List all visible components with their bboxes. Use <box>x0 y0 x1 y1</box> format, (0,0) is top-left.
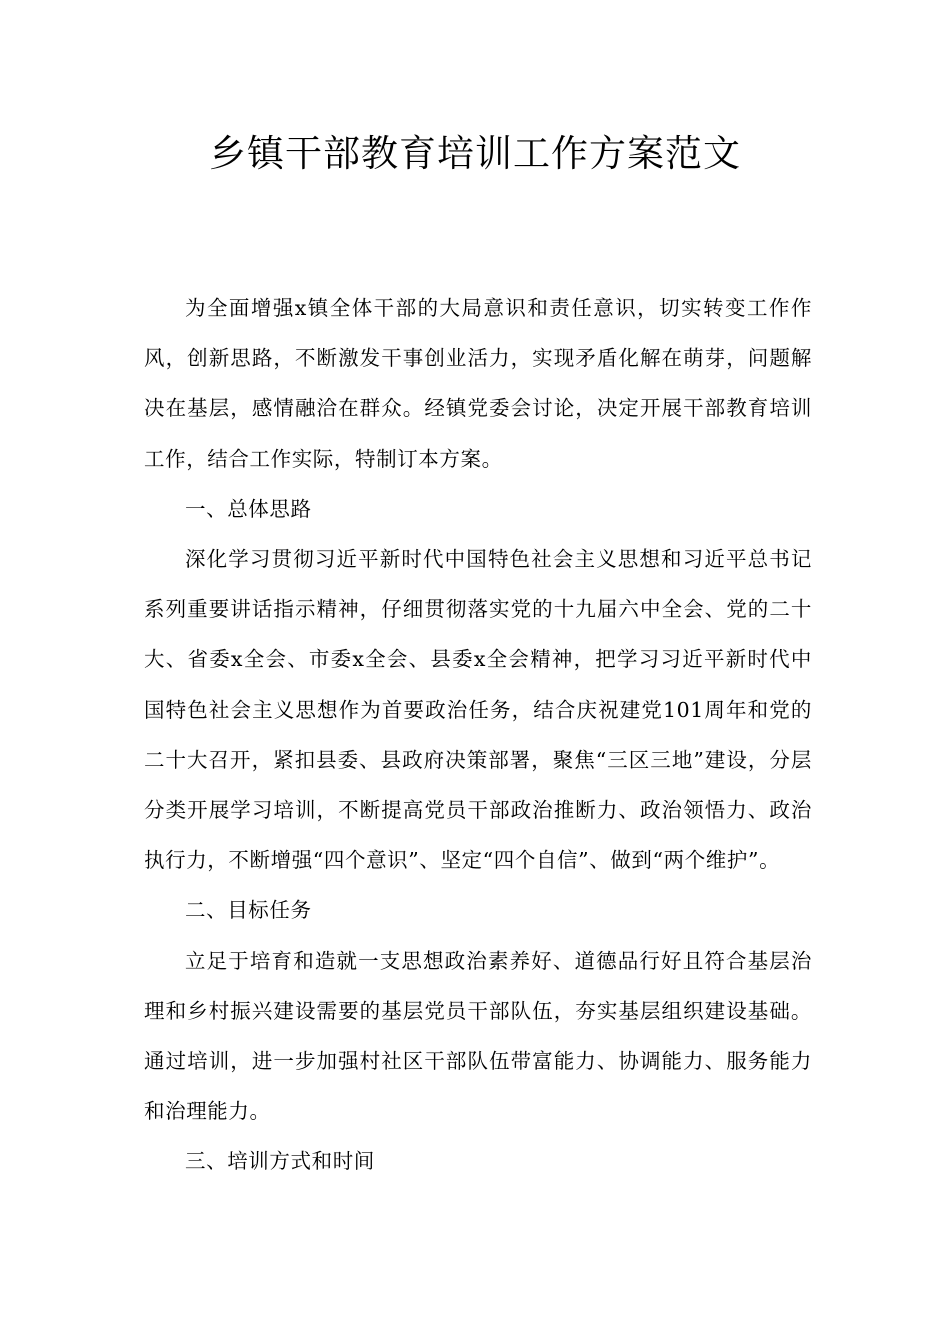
goals-paragraph: 立足于培育和造就一支思想政治素养好、道德品行好且符合基层治理和乡村振兴建设需要的基层党员干部队伍，夯实基层组织建设基础。通过培训，进一步加强村社区干部队伍带富能力、协调能力、服务能力和治理能力。 <box>144 948 812 1124</box>
intro-paragraph: 为全面增强x镇全体干部的大局意识和责任意识，切实转变工作作风，创新思路，不断激发干事创业活力，实现矛盾化解在萌芽，问题解决在基层，感情融洽在群众。经镇党委会讨论，决定开展干部教育培训工作，结合工作实际，特制订本方案。 <box>144 296 812 471</box>
section-heading-goals: 二、目标任务 <box>185 898 312 923</box>
document-body <box>144 283 812 1187</box>
overall-idea-paragraph: 深化学习贯彻习近平新时代中国特色社会主义思想和习近平总书记系列重要讲话指示精神，仔细贯彻落实党的十九届六中全会、党的二十大、省委x全会、市委x全会、县委x全会精神，把学习习近平新时代中国特色社会主义思想作为首要政治任务，结合庆祝建党101周年和党的二十大召开，紧扣县委、县政府决策部署，聚焦“三区三地”建设，分层分类开展学习培训，不断提高党员干部政治推断力、政治领悟力、政治执行力，不断增强“四个意识”、坚定“四个自信”、做到“两个维护”。 <box>144 547 812 873</box>
section-heading-training-method: 三、培训方式和时间 <box>185 1149 375 1174</box>
document-title: 乡镇干部教育培训工作方案范文 <box>209 132 741 175</box>
section-heading-overall-idea: 一、总体思路 <box>185 496 312 521</box>
